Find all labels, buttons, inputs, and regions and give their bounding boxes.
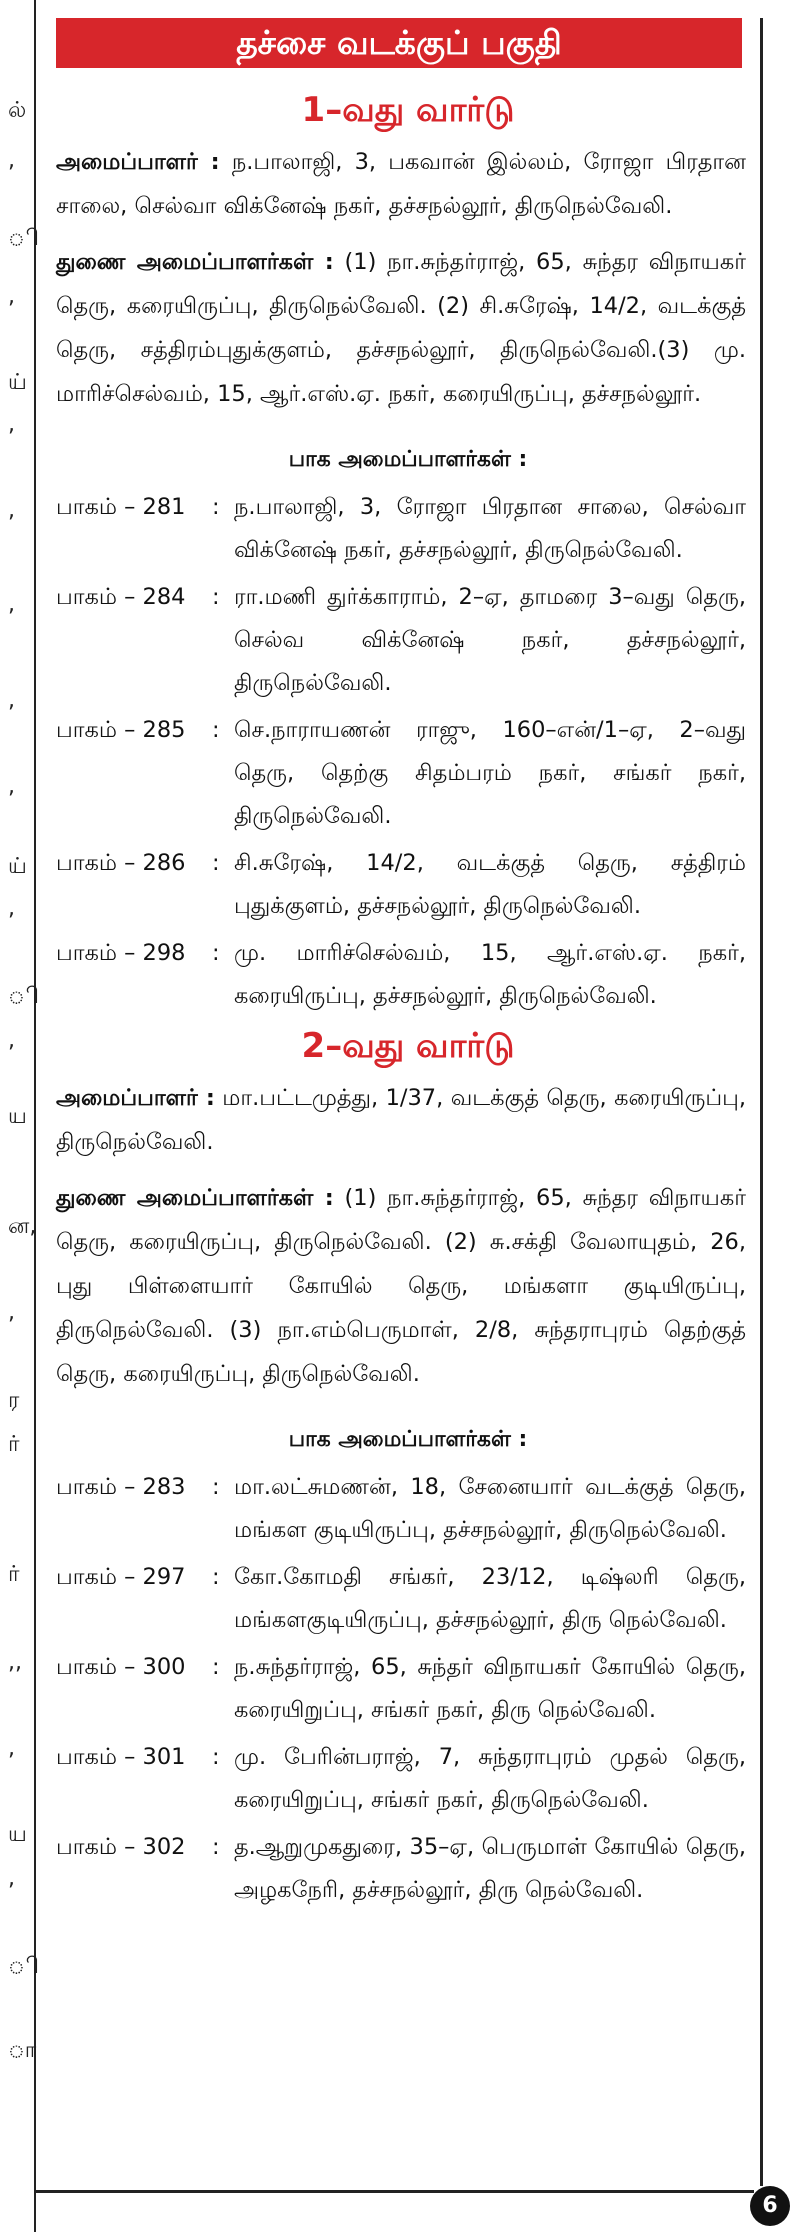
colon: : xyxy=(212,1834,220,1860)
deputy-paragraph xyxy=(56,240,760,416)
article-panel xyxy=(56,18,778,2218)
booth-text: செ.நாராயணன் ராஜு, 160–என்/1–ஏ, 2–வது தெரு, தெற்கு சிதம்பரம் நகர், சங்கர் நகர், திருநெல்வேலி. xyxy=(234,717,746,829)
strip-mark: , xyxy=(8,148,15,173)
deputy-label: துணை அமைப்பாளர்கள் : xyxy=(56,1185,334,1211)
ward-section-2 xyxy=(56,1022,760,1912)
strip-mark: ய் xyxy=(8,370,27,395)
ward-section-1 xyxy=(56,86,760,1018)
strip-mark: , xyxy=(8,284,15,309)
booth-entry xyxy=(56,486,760,572)
booth-entry xyxy=(56,932,760,1018)
strip-mark: ி xyxy=(8,226,40,251)
booth-text: ந.பாலாஜி, 3, ரோஜா பிரதான சாலை, செல்வா விக்னேஷ் நகர், தச்சநல்லூர், திருநெல்வேலி. xyxy=(234,494,746,563)
strip-mark: ி xyxy=(8,984,40,1009)
strip-mark: , xyxy=(8,688,15,713)
strip-mark: ர் xyxy=(8,1432,20,1457)
strip-mark: , xyxy=(8,1736,15,1761)
strip-mark: ய xyxy=(8,1822,27,1847)
section-banner: தச்சை வடக்குப் பகுதி xyxy=(56,18,742,68)
booth-number: பாகம் – 285 xyxy=(56,717,186,743)
organiser-paragraph xyxy=(56,140,760,228)
booth-entry xyxy=(56,709,760,838)
colon: : xyxy=(212,1744,220,1770)
colon: : xyxy=(212,1474,220,1500)
booth-number: பாகம் – 300 xyxy=(56,1654,186,1680)
colon: : xyxy=(212,494,220,520)
strip-mark: ா xyxy=(8,2038,37,2063)
organiser-text: மா.பட்டமுத்து, 1/37, வடக்குத் தெரு, கரையிருப்பு, திருநெல்வேலி. xyxy=(56,1085,747,1155)
booth-entry xyxy=(56,1826,760,1912)
colon: : xyxy=(212,940,220,966)
booth-entry xyxy=(56,1556,760,1642)
deputy-label: துணை அமைப்பாளர்கள் : xyxy=(56,249,334,275)
strip-mark: , xyxy=(8,1028,15,1053)
booth-text: மு. மாரிச்செல்வம், 15, ஆர்.எஸ்.ஏ. நகர், கரையிருப்பு, தச்சநல்லூர், திருநெல்வேலி. xyxy=(234,940,746,1009)
ward-title: 1–வது வார்டு xyxy=(301,90,515,130)
booth-text: மா.லட்சுமணன், 18, சேனையார் வடக்குத் தெரு, மங்கள குடியிருப்பு, தச்சநல்லூர், திருநெல்வேலி. xyxy=(234,1474,746,1543)
strip-mark: ய் xyxy=(8,854,27,879)
booth-number: பாகம் – 284 xyxy=(56,584,186,610)
strip-mark: ன, xyxy=(8,1214,37,1239)
strip-mark: , xyxy=(8,592,15,617)
colon: : xyxy=(212,717,220,743)
page-number-badge: 6 xyxy=(750,2186,790,2226)
panel-bottom-rule xyxy=(34,2190,754,2193)
booth-entry xyxy=(56,1646,760,1732)
strip-mark: , xyxy=(8,1300,15,1325)
strip-mark: , xyxy=(8,774,15,799)
ward-title: 2–வது வார்டு xyxy=(301,1026,515,1066)
booth-text: ரா.மணி துர்க்காராம், 2–ஏ, தாமரை 3–வது தெரு, செல்வ விக்னேஷ் நகர், தச்சநல்லூர், திருநெல்வேலி. xyxy=(234,584,746,696)
colon: : xyxy=(212,850,220,876)
colon: : xyxy=(212,1654,220,1680)
strip-mark: , xyxy=(8,498,15,523)
organiser-text: ந.பாலாஜி, 3, பகவான் இல்லம், ரோஜா பிரதான சாலை, செல்வா விக்னேஷ் நகர், தச்சநல்லூர், திருநெல்வேலி. xyxy=(56,149,746,219)
booth-number: பாகம் – 297 xyxy=(56,1564,186,1590)
strip-mark: ,, xyxy=(8,1650,22,1675)
booth-text: த.ஆறுமுகதுரை, 35–ஏ, பெருமாள் கோயில் தெரு, அழகநேரி, தச்சநல்லூர், திரு நெல்வேலி. xyxy=(234,1834,746,1903)
booth-text: ந.சுந்தர்ராஜ், 65, சுந்தர் விநாயகர் கோயில் தெரு, கரையிறுப்பு, சங்கர் நகர், திரு நெல்வேலி. xyxy=(234,1654,746,1723)
strip-mark: ர xyxy=(8,1388,20,1413)
booth-entry xyxy=(56,1466,760,1552)
strip-mark: , xyxy=(8,896,15,921)
booth-text: சி.சுரேஷ், 14/2, வடக்குத் தெரு, சத்திரம் புதுக்குளம், தச்சநல்லூர், திருநெல்வேலி. xyxy=(234,850,746,919)
booth-number: பாகம் – 298 xyxy=(56,940,186,966)
booth-number: பாகம் – 286 xyxy=(56,850,186,876)
booth-heading: பாக அமைப்பாளர்கள் : xyxy=(288,1427,528,1452)
colon: : xyxy=(212,1564,220,1590)
deputy-text: (1) நா.சுந்தர்ராஜ், 65, சுந்தர விநாயகர் தெரு, கரையிருப்பு, திருநெல்வேலி. (2) சு.சக்தி வேலாயுதம், 26, புது பிள்ளையார் கோயில் தெரு, மங்களா குடியிருப்பு, திருநெல்வேலி. (3) நா.எம்பெருமாள், 2/8, சுந்தராபுரம் தெற்குத் தெரு, கரையிருப்பு, திருநெல்வேலி. xyxy=(56,1185,746,1387)
strip-mark: , xyxy=(8,412,15,437)
colon: : xyxy=(212,584,220,610)
booth-entry xyxy=(56,576,760,705)
booth-heading: பாக அமைப்பாளர்கள் : xyxy=(288,447,528,472)
booth-number: பாகம் – 281 xyxy=(56,494,186,520)
booth-number: பாகம் – 283 xyxy=(56,1474,186,1500)
booth-entry xyxy=(56,1736,760,1822)
strip-mark: ய xyxy=(8,1104,27,1129)
deputy-paragraph xyxy=(56,1176,760,1396)
booth-number: பாகம் – 302 xyxy=(56,1834,186,1860)
booth-text: மு. பேரின்பராஜ், 7, சுந்தராபுரம் முதல் தெரு, கரையிறுப்பு, சங்கர் நகர், திருநெல்வேலி. xyxy=(234,1744,746,1813)
deputy-text: (1) நா.சுந்தர்ராஜ், 65, சுந்தர விநாயகர் தெரு, கரையிருப்பு, திருநெல்வேலி. (2) சி.சுரேஷ், 14/2, வடக்குத் தெரு, சத்திரம்புதுக்குளம், தச்சநல்லூர், திருநெல்வேலி.(3) மு. மாரிச்செல்வம், 15, ஆர்.எஸ்.ஏ. நகர், கரையிருப்பு, தச்சநல்லூர். xyxy=(56,249,746,407)
adjacent-column-strip xyxy=(0,0,40,2232)
organiser-label: அமைப்பாளர் : xyxy=(56,149,220,175)
booth-entry xyxy=(56,842,760,928)
strip-mark: ி xyxy=(8,1954,40,1979)
strip-mark: ர் xyxy=(8,1562,20,1587)
booth-number: பாகம் – 301 xyxy=(56,1744,186,1770)
organiser-label: அமைப்பாளர் : xyxy=(56,1085,215,1111)
booth-text: கோ.கோமதி சங்கர், 23/12, டிஷ்லரி தெரு, மங்களகுடியிருப்பு, தச்சநல்லூர், திரு நெல்வேலி. xyxy=(234,1564,746,1633)
organiser-paragraph xyxy=(56,1076,760,1164)
strip-mark: , xyxy=(8,1866,15,1891)
strip-mark: ல் xyxy=(8,98,27,123)
